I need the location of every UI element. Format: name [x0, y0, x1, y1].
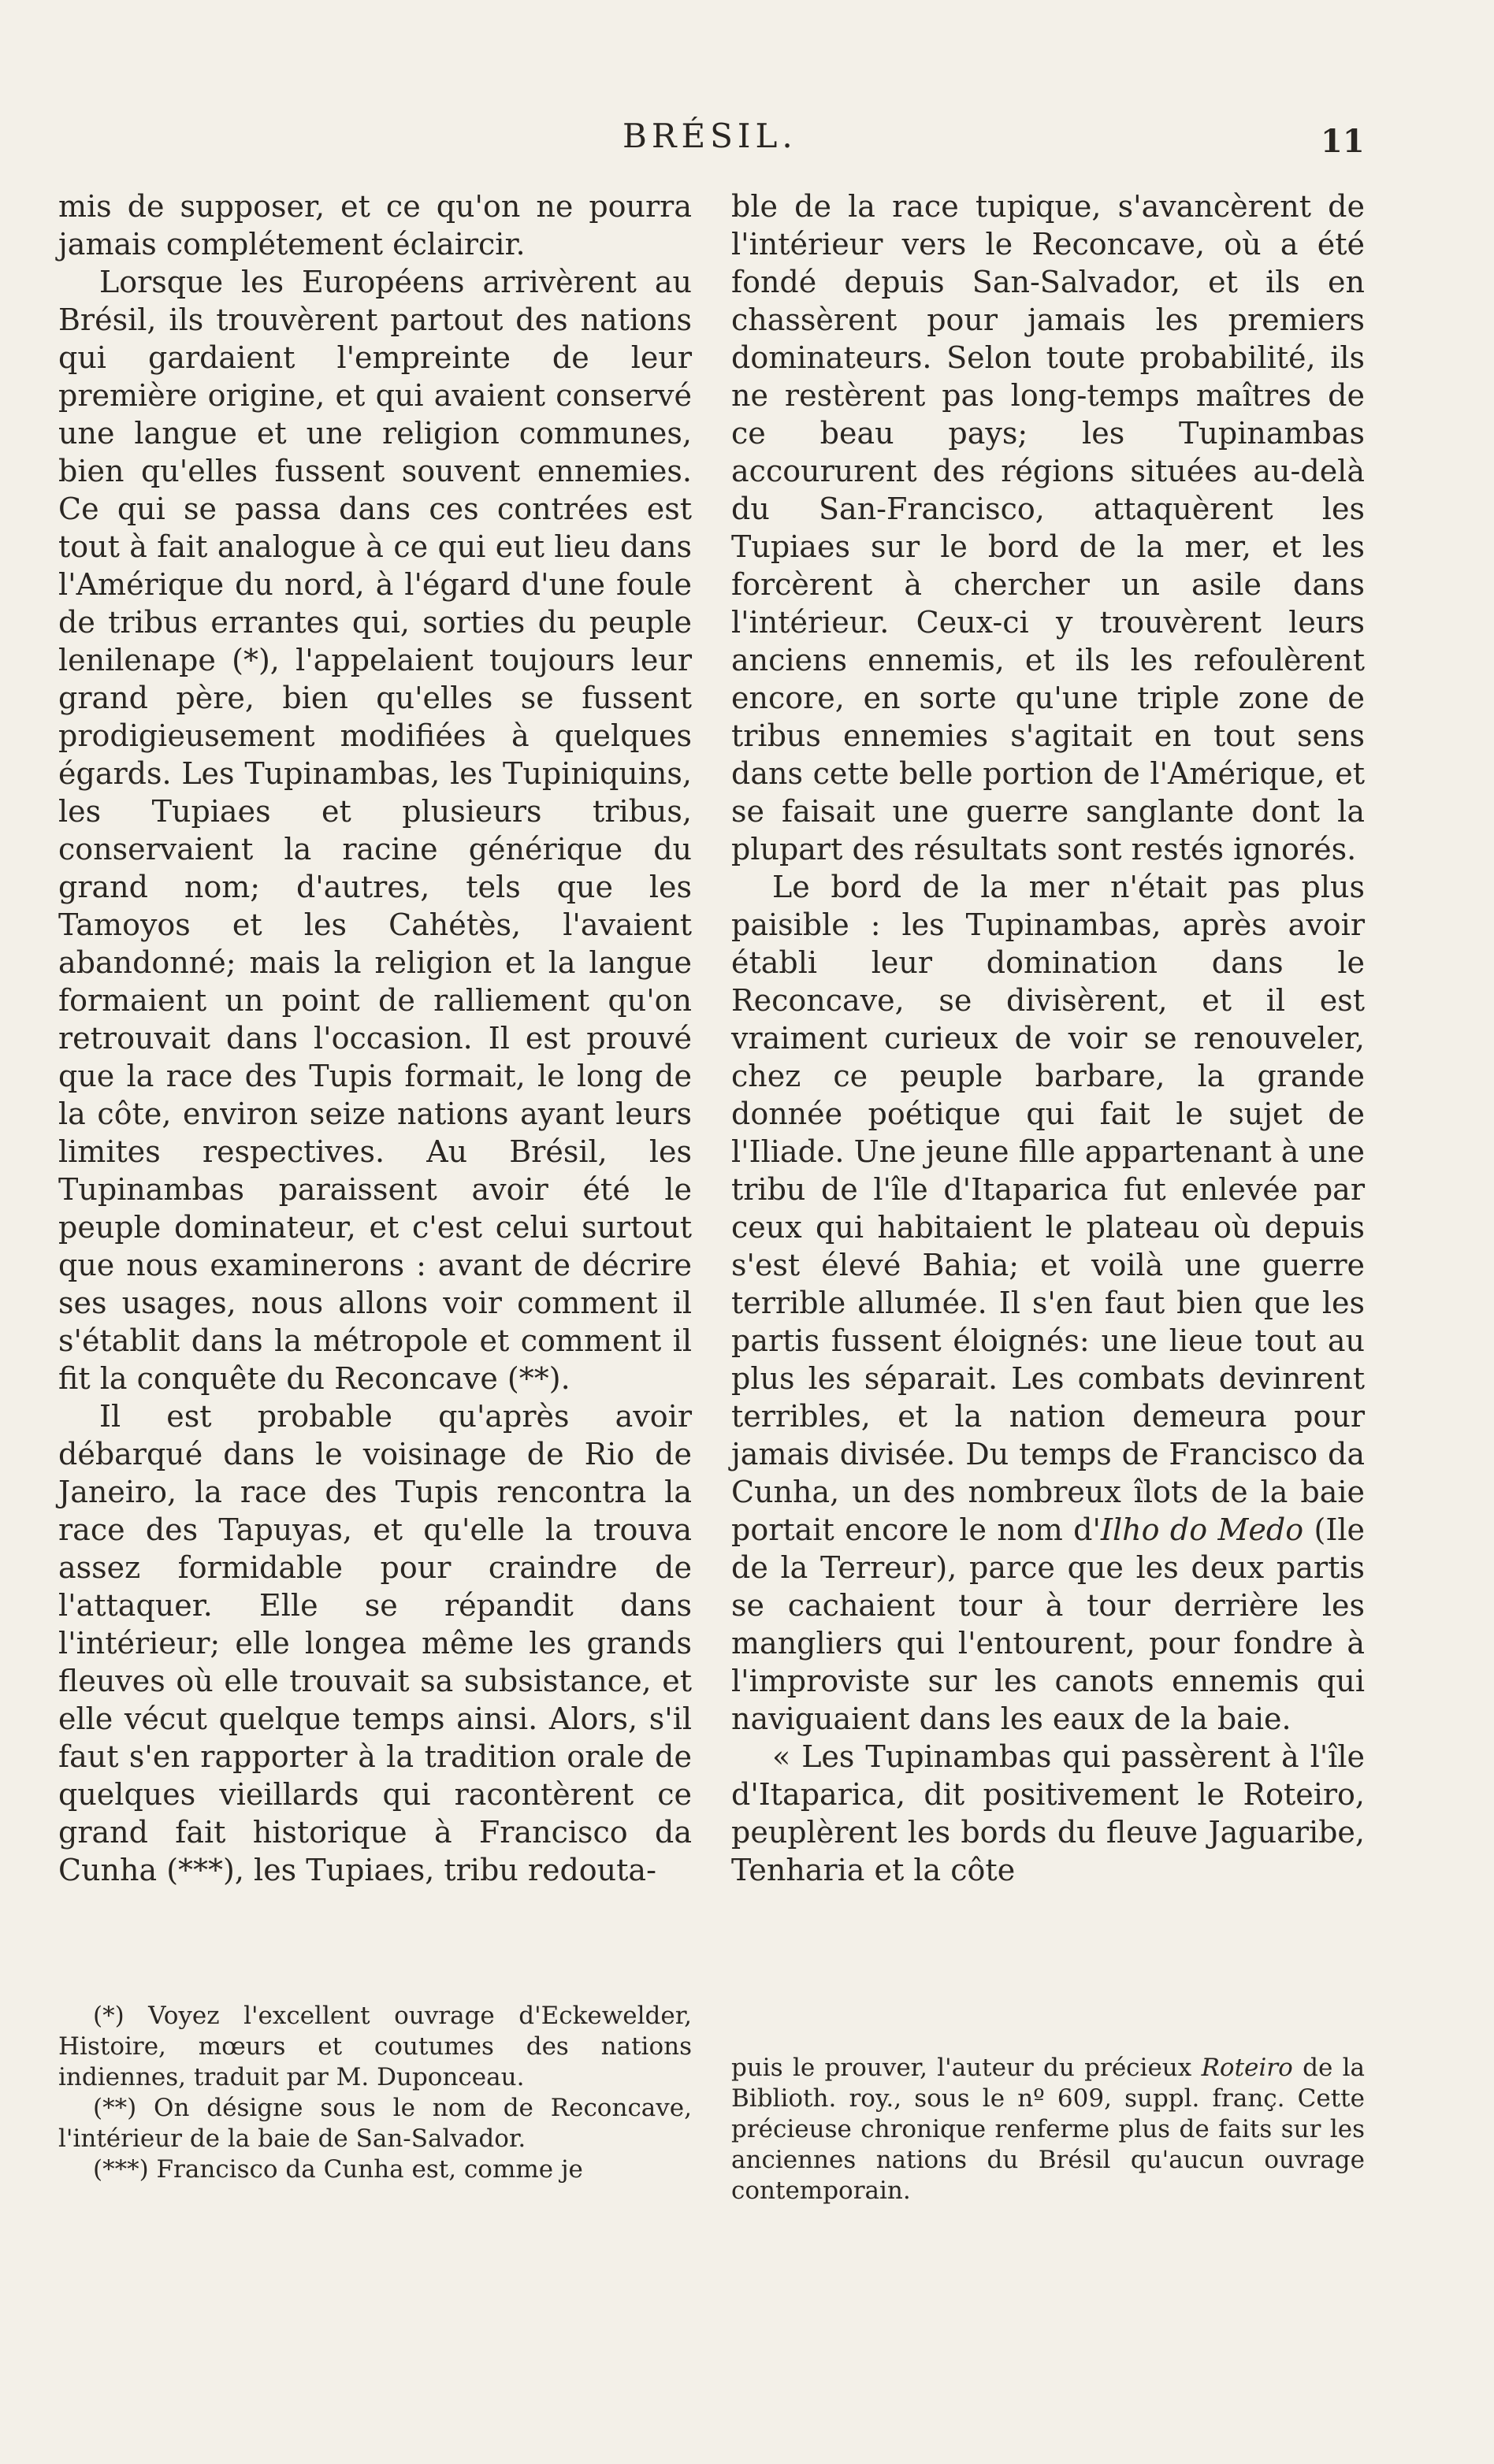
text-run: Le bord de la mer n'était pas plus paisible : les Tupinambas, après avoir établi leur domination dans le Reconcave, se divisèrent, et il est vraiment curieux de voir se renouveler, chez ce peuple barbare, la grande donnée poétique qui fait le sujet de l'Iliade. Une jeune fille appartenant à une tribu de l'île d'Itaparica fut enlevée par ceux qui habitaient le plateau où depuis s'est élevé Bahia; et voilà une guerre terrible allumée. Il s'en faut bien que les partis fussent éloignés: une lieue tout au plus les séparait. Les combats devinrent terribles, et la nation demeura pour jamais divisée. Du temps de Francisco da Cunha, un des nombreux îlots de la baie portait encore le nom d'	[731, 870, 1365, 1547]
footnotes-right	[731, 2053, 1365, 2206]
left-column	[58, 187, 692, 1889]
text-run: de la Biblioth. roy., sous le nº 609, suppl. franç. Cette précieuse chronique renferme plus de faits sur les anciennes nations du Brésil qu'aucun ouvrage contemporain.	[731, 2054, 1365, 2205]
text-run: (Ile de la Terreur), parce que les deux partis se cachaient tour à tour derrière les mangliers qui l'entourent, pour fondre à l'improviste sur les canots ennemis qui naviguaient dans les eaux de la baie.	[731, 1512, 1366, 1736]
footnote: (***) Francisco da Cunha est, comme je	[93, 2155, 583, 2184]
footnote: (*) Voyez l'excellent ouvrage d'Eckewelder, Histoire, mœurs et coutumes des nations indiennes, traduit par M. Duponceau.	[58, 2002, 692, 2091]
paragraph: « Les Tupinambas qui passèrent à l'île d'Itaparica, dit positivement le Roteiro, peuplèrent les bords du fleuve Jaguaribe, Tenharia et la côte	[731, 1739, 1365, 1887]
right-column	[731, 187, 1365, 1889]
italic-title: Roteiro	[1201, 2054, 1293, 2082]
paragraph	[731, 868, 1365, 1738]
paragraph: Lorsque les Européens arrivèrent au Brésil, ils trouvèrent partout des nations qui gardaient l'empreinte de leur première origine, et qui avaient conservé une langue et une religion communes, bien qu'elles fussent souvent ennemies. Ce qui se passa dans ces contrées est tout à fait analogue à ce qui eut lieu dans l'Amérique du nord, à l'égard d'une foule de tribus errantes qui, sorties du peuple lenilenape (*), l'appelaient toujours leur grand père, bien qu'elles se fussent prodigieusement modifiées à quelques égards. Les Tupinambas, les Tupiniquins, les Tupiaes et plusieurs tribus, conservaient la racine générique du grand nom; d'autres, tels que les Tamoyos et les Cahétès, l'avaient abandonné; mais la religion et la langue formaient un point de ralliement qu'on retrouvait dans l'occasion. Il est prouvé que la race des Tupis formait, le long de la côte, environ seize nations ayant leurs limites respectives. Au Brésil, les Tupinambas paraissent avoir été le peuple dominateur, et c'est celui surtout que nous examinerons : avant de décrire ses usages, nous allons voir comment il s'établit dans la métropole et comment il fit la conquête du Reconcave (**).	[58, 265, 692, 1396]
paragraph-continuation: mis de supposer, et ce qu'on ne pourra jamais complétement éclaircir.	[58, 189, 692, 262]
text-run: puis le prouver, l'auteur du précieux	[731, 2054, 1202, 2082]
italic-place-name: Ilho do Medo	[1100, 1512, 1304, 1547]
footnote-continuation	[731, 2053, 1365, 2206]
footnotes-left	[58, 2001, 692, 2185]
page-number: 11	[1321, 123, 1365, 160]
paragraph: Il est probable qu'après avoir débarqué dans le voisinage de Rio de Janeiro, la race des Tupis rencontra la race des Tapuyas, et qu'elle la trouva assez formidable pour craindre de l'attaquer. Elle se répandit dans l'intérieur; elle longea même les grands fleuves où elle trouvait sa subsistance, et elle vécut quelque temps ainsi. Alors, s'il faut s'en rapporter à la tradition orale de quelques vieillards qui racontèrent ce grand fait historique à Francisco da Cunha (***), les Tupiaes, tribu redouta-	[58, 1399, 692, 1887]
paragraph-continuation: ble de la race tupique, s'avancèrent de l'intérieur vers le Reconcave, où a été fondé depuis San-Salvador, et ils en chassèrent pour jamais les premiers dominateurs. Selon toute probabilité, ils ne restèrent pas long-temps maîtres de ce beau pays; les Tupinambas accoururent des régions situées au-delà du San-Francisco, attaquèrent les Tupiaes sur le bord de la mer, et les forcèrent à chercher un asile dans l'intérieur. Ceux-ci y trouvèrent leurs anciens ennemis, et ils les refoulèrent encore, en sorte qu'une triple zone de tribus ennemies s'agitait en tout sens dans cette belle portion de l'Amérique, et se faisait une guerre sanglante dont la plupart des résultats sont restés ignorés.	[731, 189, 1365, 866]
footnote: (**) On désigne sous le nom de Reconcave, l'intérieur de la baie de San-Salvador.	[58, 2094, 692, 2153]
running-head: BRÉSIL.	[622, 117, 797, 155]
